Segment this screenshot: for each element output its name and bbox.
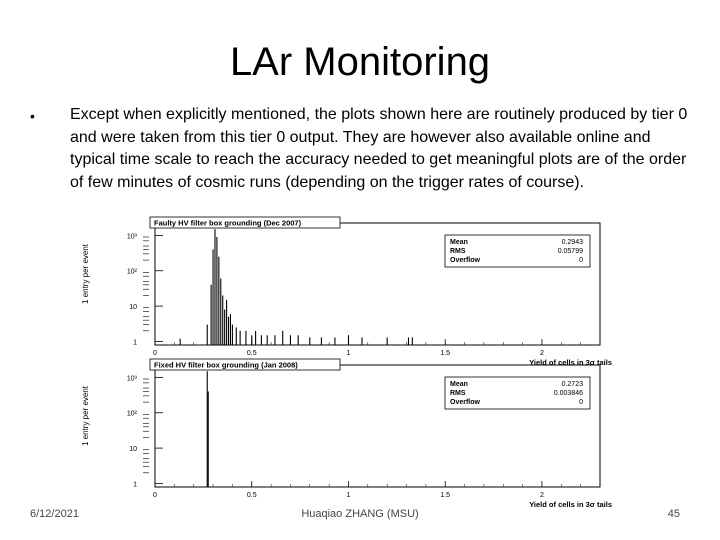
y-tick-label: 10² xyxy=(126,268,137,276)
bullet-marker: • xyxy=(30,108,35,124)
y-tick-label: 10³ xyxy=(126,233,137,241)
y-axis-label: 1 entry per event xyxy=(81,243,90,305)
x-tick-label: 2 xyxy=(540,492,544,499)
chart-title: Faulty HV filter box grounding (Dec 2007) xyxy=(154,218,302,228)
stats-value: 0.003846 xyxy=(553,390,583,397)
y-tick-label: 10 xyxy=(129,446,137,454)
slide-title: LAr Monitoring xyxy=(229,40,491,84)
stats-label: Overflow xyxy=(450,399,480,406)
x-tick-label: 0.5 xyxy=(246,350,257,357)
x-tick-label: 1.5 xyxy=(440,350,451,357)
footer-author: Huaqiao ZHANG (MSU) xyxy=(301,508,419,520)
stats-value: 0 xyxy=(579,257,583,264)
y-tick-label: 10 xyxy=(129,304,137,312)
footer-date: 6/12/2021 xyxy=(30,508,79,520)
chart-title: Fixed HV filter box grounding (Jan 2008) xyxy=(154,360,298,370)
stats-value: 0.2723 xyxy=(561,381,583,388)
x-tick-label: 1 xyxy=(346,492,351,499)
stats-value: 0.05799 xyxy=(557,248,583,255)
body-paragraph: Except when explicitly mentioned, the plots shown here are routinely produced by tier 0 and were taken from this tier 0 output. They are however also available online and typical time scale to reach the accuracy needed to get meaningful plots are of the order of few minutes of cosmic runs (depending on the trigger rates of course). xyxy=(70,106,688,191)
y-tick-label: 10³ xyxy=(126,375,137,383)
footer-page-number: 45 xyxy=(667,508,680,520)
stats-value: 0 xyxy=(579,399,583,406)
histogram-faulty xyxy=(80,215,620,365)
x-tick-label: 2 xyxy=(540,350,544,357)
stats-label: Mean xyxy=(450,239,468,246)
stats-value: 0.2943 xyxy=(561,239,583,246)
stats-label: RMS xyxy=(450,248,466,255)
stats-label: RMS xyxy=(450,390,466,397)
y-tick-label: 1 xyxy=(133,481,137,489)
x-axis-label: Yield of cells in 3σ tails xyxy=(529,500,612,507)
x-tick-label: 1 xyxy=(346,350,351,357)
x-tick-label: 0 xyxy=(153,492,157,499)
x-tick-label: 1.5 xyxy=(440,492,451,499)
histogram-fixed xyxy=(80,357,620,507)
y-tick-label: 1 xyxy=(133,339,137,347)
y-tick-label: 10² xyxy=(126,410,137,418)
y-axis-label: 1 entry per event xyxy=(81,385,90,447)
x-tick-label: 0 xyxy=(153,350,157,357)
x-axis-label: Yield of cells in 3σ tails xyxy=(529,358,612,365)
x-tick-label: 0.5 xyxy=(246,492,257,499)
stats-label: Overflow xyxy=(450,257,480,264)
stats-label: Mean xyxy=(450,381,468,388)
